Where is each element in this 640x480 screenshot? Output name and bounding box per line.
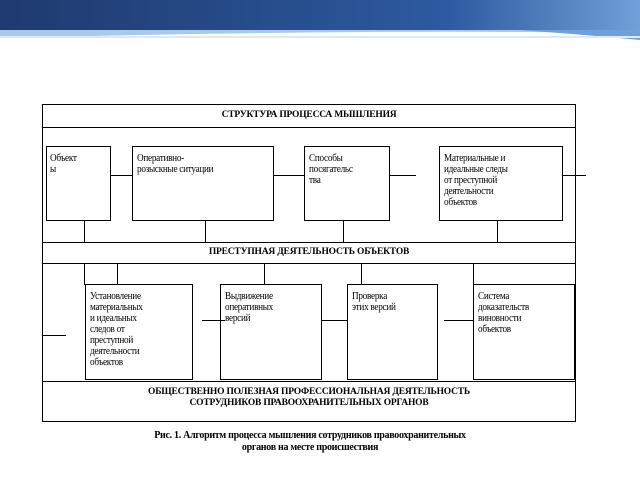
figure-caption: Рис. 1. Алгоритм процесса мышления сотрудников правоохранительных органов на месте происшествия [154, 430, 466, 453]
box-material-traces: Материальные и идеальные следы от преступной деятельности объектов [444, 153, 508, 208]
box-objects: Объект ы [50, 153, 77, 175]
box-operational-situations: Оперативно- розыскные ситуации [137, 153, 214, 175]
middle-band-criminal-activity: ПРЕСТУПНАЯ ДЕЯТЕЛЬНОСТЬ ОБЪЕКТОВ [208, 247, 410, 257]
bottom-band-professional-activity: ОБЩЕСТВЕННО ПОЛЕЗНАЯ ПРОФЕССИОНАЛЬНАЯ ДЕЯТЕЛЬНОСТЬ СОТРУДНИКОВ ПРАВООХРАНИТЕЛЬНЫХ ОРГАНОВ [148, 387, 470, 408]
box-methods-of-encroachment: Способы посягательс тва [309, 153, 353, 186]
box-evidence-system: Система доказательств виновности объектов [478, 291, 529, 335]
box-establish-traces: Установление материальных и идеальных следов от преступной деятельности объектов [90, 291, 143, 368]
box-check-versions: Проверка этих версий [352, 291, 396, 313]
diagram-title: СТРУКТУРА ПРОЦЕССА МЫШЛЕНИЯ [221, 110, 397, 120]
box-advance-versions: Выдвижение оперативных версий [225, 291, 274, 324]
